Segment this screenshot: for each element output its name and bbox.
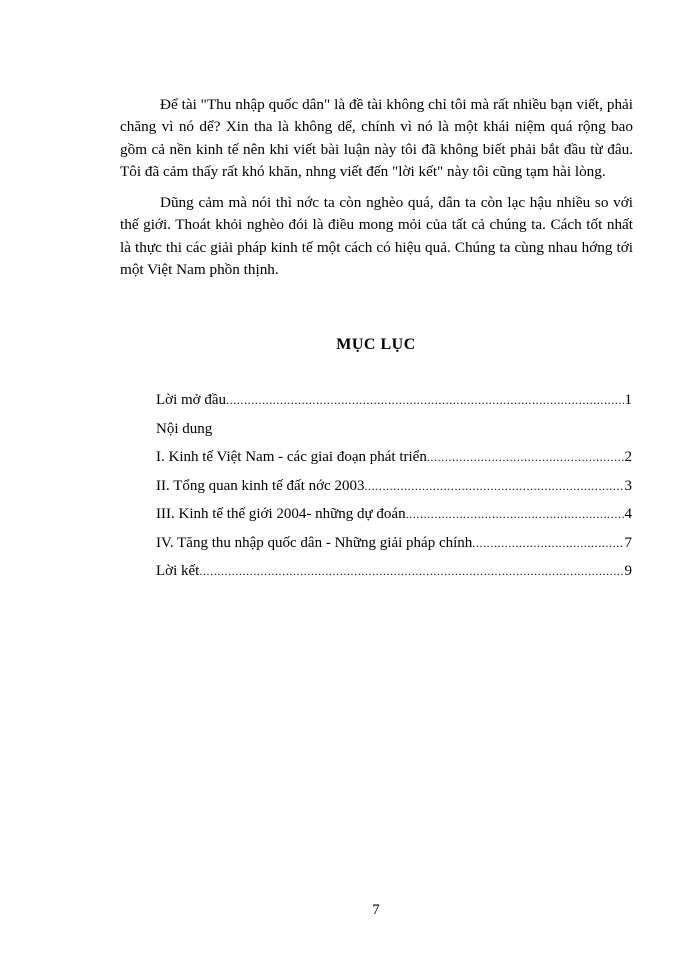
toc-entry-label: IV. Tăng thu nhập quốc dân - Những giải pháp chính: [156, 534, 473, 551]
toc-leader-dots: [199, 564, 623, 579]
toc-entry-label: Lời mở đầu: [156, 392, 227, 408]
toc-entry-noi-dung[interactable]: [156, 421, 632, 450]
toc-entry-page: 1: [624, 392, 632, 408]
toc-entry-section-1[interactable]: [156, 449, 632, 478]
toc-entry-section-2[interactable]: [156, 478, 632, 507]
table-of-contents: [156, 392, 632, 592]
intro-text: [120, 94, 633, 290]
toc-leader-dots: [364, 479, 623, 494]
toc-entry-page: 3: [624, 477, 632, 494]
toc-entry-label: I. Kinh tế Việt Nam - các giai đoạn phát triển: [156, 449, 427, 465]
paragraph: Để tài "Thu nhập quốc dân" là đề tài không chỉ tôi mà rất nhiều bạn viết, phải chăng vì nó dể? Xin tha là không dể, chính vì nó là một khái niệm quá rộng bao gồm cả nền kinh tế nên khi viết bài luận này tôi đã không biết phải bắt đầu từ đâu. Tôi đã cảm thấy rất khó khăn, nhng viết đến "lời kết" này tôi cũng tạm hài lòng.: [120, 96, 633, 180]
toc-entry-page: 4: [624, 506, 632, 522]
toc-entry-page: 9: [624, 563, 632, 579]
toc-entry-page: 7: [624, 534, 632, 551]
toc-entry-label: III. Kinh tế thế giới 2004- những dự đoán: [156, 506, 406, 522]
toc-entry-loi-mo-dau[interactable]: [156, 392, 632, 421]
toc-leader-dots: [472, 536, 623, 551]
page-number: 7: [372, 902, 380, 918]
paragraph: Dũng cảm mà nói thì nớc ta còn nghèo quá, dân ta còn lạc hậu nhiều so với thế giới. Thoát khỏi nghèo đói là điều mong mỏi của tất cả chúng ta. Cách tốt nhất là thực thi các giải pháp kinh tế một cách có hiệu quả. Chúng ta cùng nhau hớng tới một Việt Nam phồn thịnh.: [120, 194, 633, 279]
toc-entry-section-4[interactable]: [156, 535, 632, 564]
toc-entry-label: II. Tổng quan kinh tế đất nớc 2003: [156, 477, 365, 494]
toc-entry-section-3[interactable]: [156, 506, 632, 535]
toc-leader-dots: [226, 393, 623, 408]
toc-entry-label: Lời kết: [156, 563, 200, 579]
toc-entry-page: 2: [624, 449, 632, 465]
toc-leader-dots: [406, 507, 624, 522]
toc-title: MỤC LỤC: [336, 336, 416, 353]
toc-leader-dots: [427, 450, 624, 465]
toc-entry-loi-ket[interactable]: [156, 563, 632, 592]
toc-entry-label: Nội dung: [156, 420, 213, 437]
